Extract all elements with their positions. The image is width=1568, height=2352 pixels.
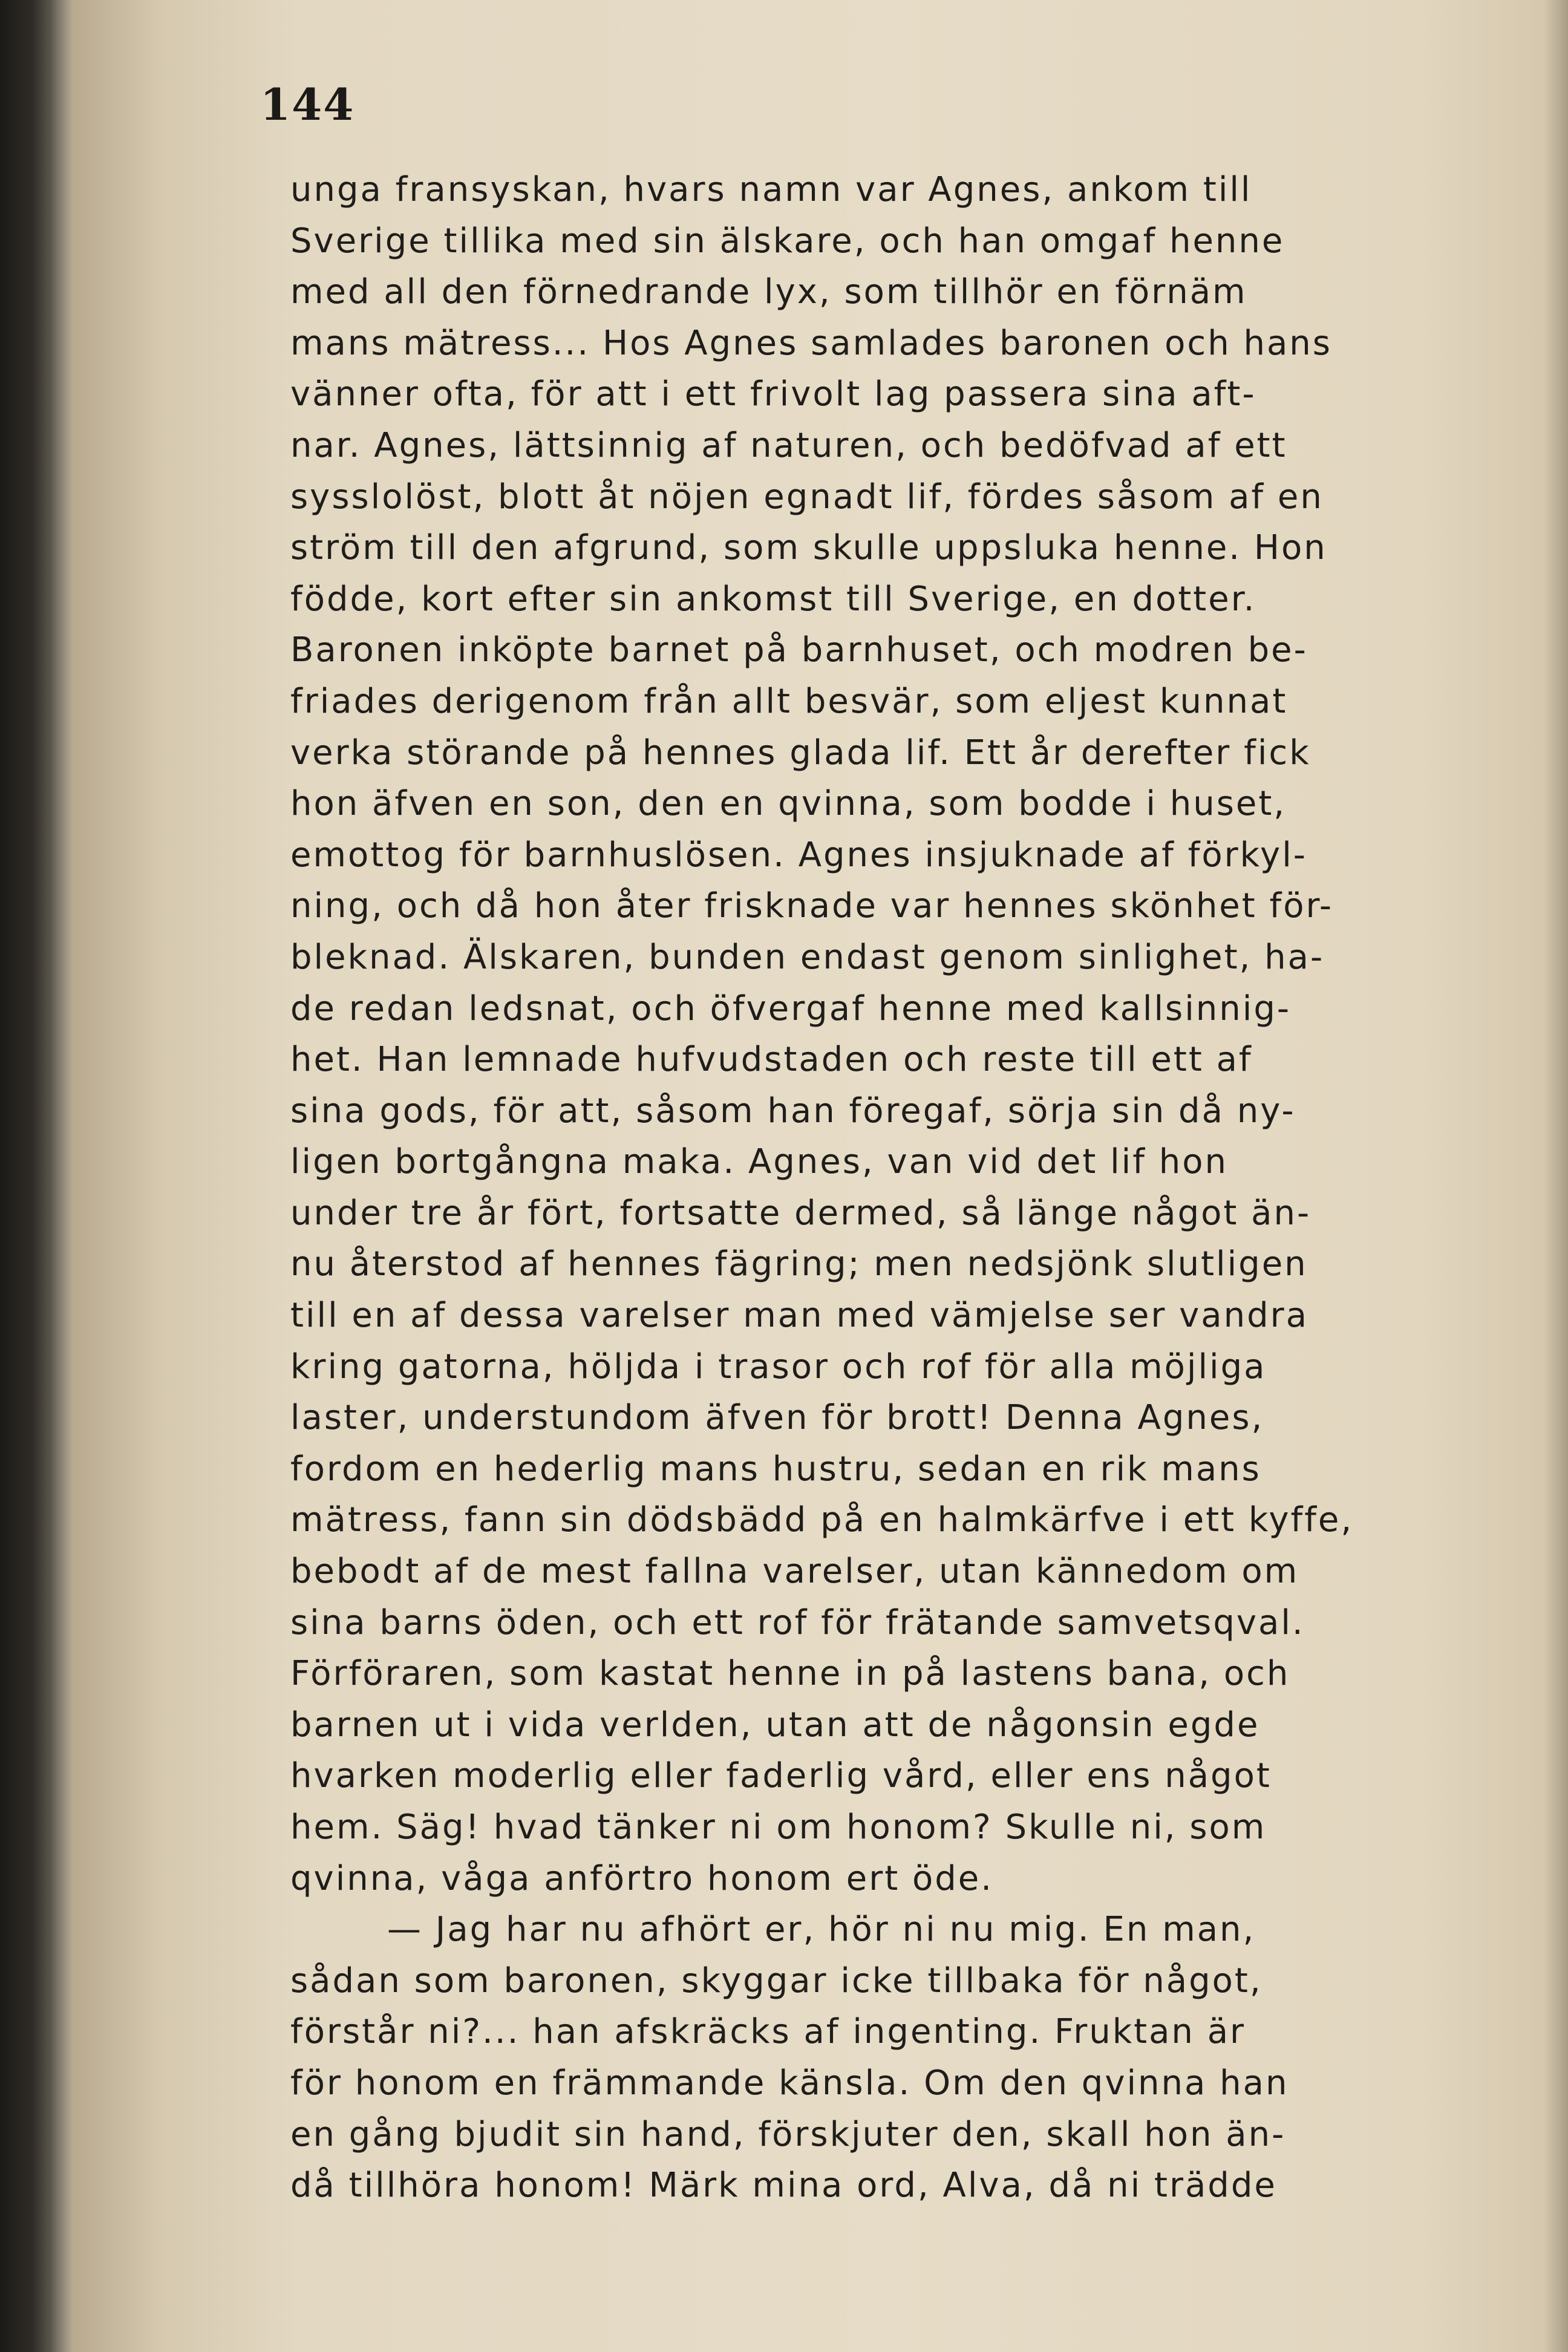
text-line: för honom en främmande känsla. Om den qvinna han — [290, 2063, 1289, 2103]
text-line: då tillhöra honom! Märk mina ord, Alva, då ni trädde — [290, 2166, 1277, 2206]
text-line: nu återstod af hennes fägring; men nedsjönk slutligen — [290, 1244, 1308, 1284]
text-line: friades derigenom från allt besvär, som eljest kunnat — [290, 681, 1288, 721]
text-line: mans mätress... Hos Agnes samlades baronen och hans — [290, 323, 1332, 363]
page-edge-shadow — [1544, 0, 1568, 2352]
text-line: het. Han lemnade hufvudstaden och reste till ett af — [290, 1040, 1253, 1080]
page-number: 144 — [260, 79, 355, 130]
text-line: hon äfven en son, den en qvinna, som bodde i huset, — [290, 784, 1287, 824]
text-line: sina barns öden, och ett rof för frätande samvetsqval. — [290, 1602, 1305, 1642]
text-line: ström till den afgrund, som skulle uppsluka henne. Hon — [290, 528, 1327, 568]
text-line: vänner ofta, för att i ett frivolt lag passera sina aft- — [290, 374, 1256, 414]
text-line: sina gods, för att, såsom han föregaf, sörja sin då ny- — [290, 1091, 1296, 1131]
text-line: en gång bjudit sin hand, förskjuter den, skall hon än- — [290, 2114, 1286, 2154]
text-line: Baronen inköpte barnet på barnhuset, och modren be- — [290, 630, 1308, 670]
text-line: de redan ledsnat, och öfvergaf henne med kallsinnig- — [290, 988, 1292, 1028]
text-line: till en af dessa varelser man med vämjelse ser vandra — [290, 1296, 1309, 1336]
text-line: ning, och då hon åter frisknade var hennes skönhet för- — [290, 886, 1334, 926]
text-line: — Jag har nu afhört er, hör ni nu mig. En man, — [387, 1910, 1256, 1950]
text-line: förstår ni?... han afskräcks af ingenting. Fruktan är — [290, 2012, 1246, 2052]
text-line: laster, understundom äfven för brott! Denna Agnes, — [290, 1398, 1264, 1438]
body-text — [290, 165, 1428, 2212]
text-line: verka störande på hennes glada lif. Ett år derefter fick — [290, 733, 1311, 773]
text-line: qvinna, våga anförtro honom ert öde. — [290, 1858, 994, 1898]
text-line: nar. Agnes, lättsinnig af naturen, och bedöfvad af ett — [290, 425, 1287, 465]
text-line: bleknad. Älskaren, bunden endast genom sinlighet, ha- — [290, 937, 1325, 977]
text-line: ligen bortgångna maka. Agnes, van vid det lif hon — [290, 1142, 1228, 1182]
book-binding-edge — [0, 0, 73, 2352]
text-line: emottog för barnhuslösen. Agnes insjuknade af förkyl- — [290, 835, 1307, 875]
text-line: hem. Säg! hvad tänker ni om honom? Skulle ni, som — [290, 1808, 1267, 1847]
text-line: födde, kort efter sin ankomst till Sverige, en dotter. — [290, 579, 1256, 619]
text-line: bebodt af de mest fallna varelser, utan kännedom om — [290, 1552, 1299, 1592]
text-line: sysslolöst, blott åt nöjen egnadt lif, fördes såsom af en — [290, 477, 1324, 517]
text-line: sådan som baronen, skyggar icke tillbaka för något, — [290, 1961, 1263, 2001]
text-line: under tre år fört, fortsatte dermed, så länge något än- — [290, 1193, 1312, 1233]
text-line: Sverige tillika med sin älskare, och han omgaf henne — [290, 221, 1285, 261]
text-line: Förföraren, som kastat henne in på lastens bana, och — [290, 1654, 1290, 1694]
text-line: unga fransyskan, hvars namn var Agnes, ankom till — [290, 170, 1252, 209]
text-line: hvarken moderlig eller faderlig vård, eller ens något — [290, 1756, 1272, 1796]
text-line: med all den förnedrande lyx, som tillhör en förnäm — [290, 272, 1247, 312]
text-line: fordom en hederlig mans hustru, sedan en rik mans — [290, 1449, 1261, 1489]
text-line: kring gatorna, höljda i trasor och rof för alla möjliga — [290, 1347, 1267, 1387]
text-line: barnen ut i vida verlden, utan att de någonsin egde — [290, 1705, 1260, 1745]
text-line: mätress, fann sin dödsbädd på en halmkärfve i ett kyffe, — [290, 1500, 1354, 1540]
